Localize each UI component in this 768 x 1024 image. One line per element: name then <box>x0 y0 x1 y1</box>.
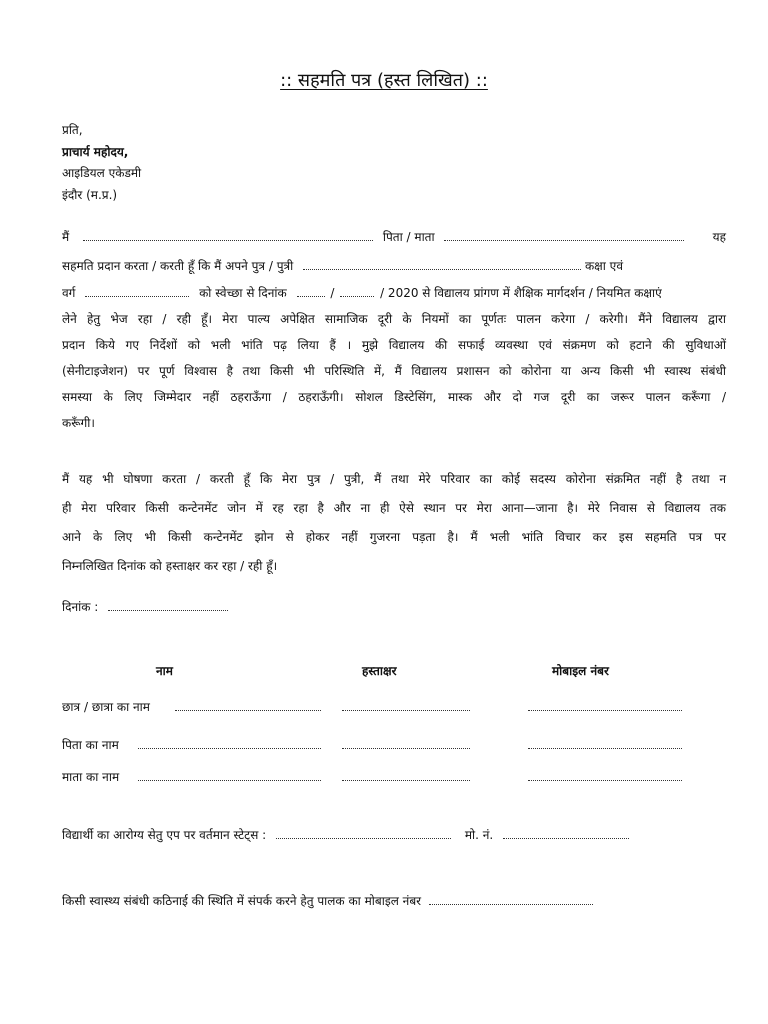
para2-line1: मैं यह भी घोषणा करता / करती हूँ कि मेरा पुत्र / पुत्री, मैं तथा मेरे परिवार का कोई सदस्य कोरोना संक्रमित नहीं है तथा न <box>62 472 726 486</box>
para1-line8: करूँगी। <box>62 416 95 430</box>
row-label: माता का नाम <box>62 770 120 784</box>
row-label: पिता का नाम <box>62 738 119 752</box>
mobile-blank[interactable] <box>503 828 629 839</box>
date-month-blank[interactable] <box>340 286 374 297</box>
para1-line3 <box>62 284 726 304</box>
para2-line3: आने के लिए भी किसी कन्टेनमेंट झोन से होकर नहीं गुजरना पड़ता है। मैं भली भांति विचार कर इस सहमति पत्र पर <box>62 530 726 544</box>
name-blank[interactable] <box>83 230 373 241</box>
text: कक्षा एवं <box>584 259 623 273</box>
guardian-mobile-blank[interactable] <box>429 894 593 905</box>
text: / <box>330 286 335 300</box>
text: को स्वेच्छा से दिनांक <box>199 286 287 300</box>
aarogya-label: विद्यार्थी का आरोग्य सेतु एप पर वर्तमान स्टेट्स : <box>62 828 267 842</box>
aarogya-status-blank[interactable] <box>276 828 451 839</box>
city: इंदौर (म.प्र.) <box>62 187 118 202</box>
row-student <box>62 698 702 718</box>
row-father <box>62 736 702 756</box>
mobile-blank[interactable] <box>528 770 682 781</box>
page-title: :: सहमति पत्र (हस्त लिखित) :: <box>280 70 488 91</box>
helpline-label: किसी स्वास्थ्य संबंधी कठिनाई की स्थिति में संपर्क करने हेतु पालक का मोबाइल नंबर <box>62 894 422 908</box>
signature-blank[interactable] <box>342 770 470 781</box>
row-mother <box>62 768 702 788</box>
para1-line2 <box>62 257 726 277</box>
text: पिता / माता <box>382 230 435 244</box>
declaration-paragraph <box>62 465 726 581</box>
recipient: प्राचार्य महोदय, <box>62 144 129 159</box>
name-blank[interactable] <box>138 738 321 749</box>
mobile-label: मो. नं. <box>464 828 494 842</box>
header-signature: हस्ताक्षर <box>362 664 397 678</box>
school-name: आइडियल एकेडमी <box>62 166 142 180</box>
signature-blank[interactable] <box>342 700 470 711</box>
para1-line4: लेने हेतु भेज रहा / रही हूँ। मेरा पाल्य अपेक्षित सामाजिक दूरी के नियमों का पूर्णतः पालन करेगा / करेगी। मैंने विद्यालय द्वारा <box>62 312 726 326</box>
para1-line7: समस्या के लिए जिम्मेदार नहीं ठहराऊँगा / ठहराऊँगी। सोशल डिस्टेसिंग, मास्क और दो गज दूरी का जरूर पालन करूँगा / <box>62 390 726 404</box>
date-row <box>62 598 228 615</box>
name-blank[interactable] <box>175 700 321 711</box>
text: यह <box>712 230 726 244</box>
header-name: नाम <box>156 664 173 678</box>
signature-blank[interactable] <box>342 738 470 749</box>
section-blank[interactable] <box>85 286 189 297</box>
to-label: प्रति, <box>62 123 83 137</box>
para1-line5: प्रदान किये गए निर्देशों को भली भांति पढ़ लिया हैं । मुझे विद्यालय की सफाई व्यवस्था एवं संक्रमण को हटाने की सुविधाओं <box>62 338 726 352</box>
date-label: दिनांक : <box>62 600 99 614</box>
mobile-blank[interactable] <box>528 738 682 749</box>
child-name-blank[interactable] <box>303 259 581 270</box>
text: सहमति प्रदान करता / करती हूँ कि मैं अपने पुत्र / पुत्री <box>62 259 294 273</box>
mobile-blank[interactable] <box>528 700 682 711</box>
para2-line2: ही मेरा परिवार किसी कन्टेनमेंट जोन में रह रहा है और ना ही ऐसे स्थान पर मेरा आना—जाना है। मेरे निवास से विद्यालय तक <box>62 501 726 515</box>
date-day-blank[interactable] <box>297 286 325 297</box>
text: वर्ग <box>62 286 76 300</box>
guardian-name-blank[interactable] <box>444 230 684 241</box>
aarogya-row <box>62 826 742 846</box>
date-blank[interactable] <box>108 600 228 611</box>
header-mobile: मोबाइल नंबर <box>552 664 609 678</box>
para1-line1 <box>62 228 726 248</box>
address-block <box>62 120 141 206</box>
para1-line6: (सेनीटाइजेशन) पर पूर्ण विश्वास है तथा किसी भी परिस्थिति में, मैं विद्यालय प्रशासन को कोरोना या अन्य किसी भी स्वास्थ संबंधी <box>62 364 726 378</box>
text: मैं <box>62 230 70 244</box>
helpline-row <box>62 892 742 912</box>
para2-line4: निम्नलिखित दिनांक को हस्ताक्षर कर रहा / रही हूँ। <box>62 559 278 573</box>
text: / 2020 से विद्यालय प्रांगण में शैक्षिक मार्गदर्शन / नियमित कक्षाएं <box>380 286 662 300</box>
row-label: छात्र / छात्रा का नाम <box>62 700 150 714</box>
name-blank[interactable] <box>138 770 321 781</box>
